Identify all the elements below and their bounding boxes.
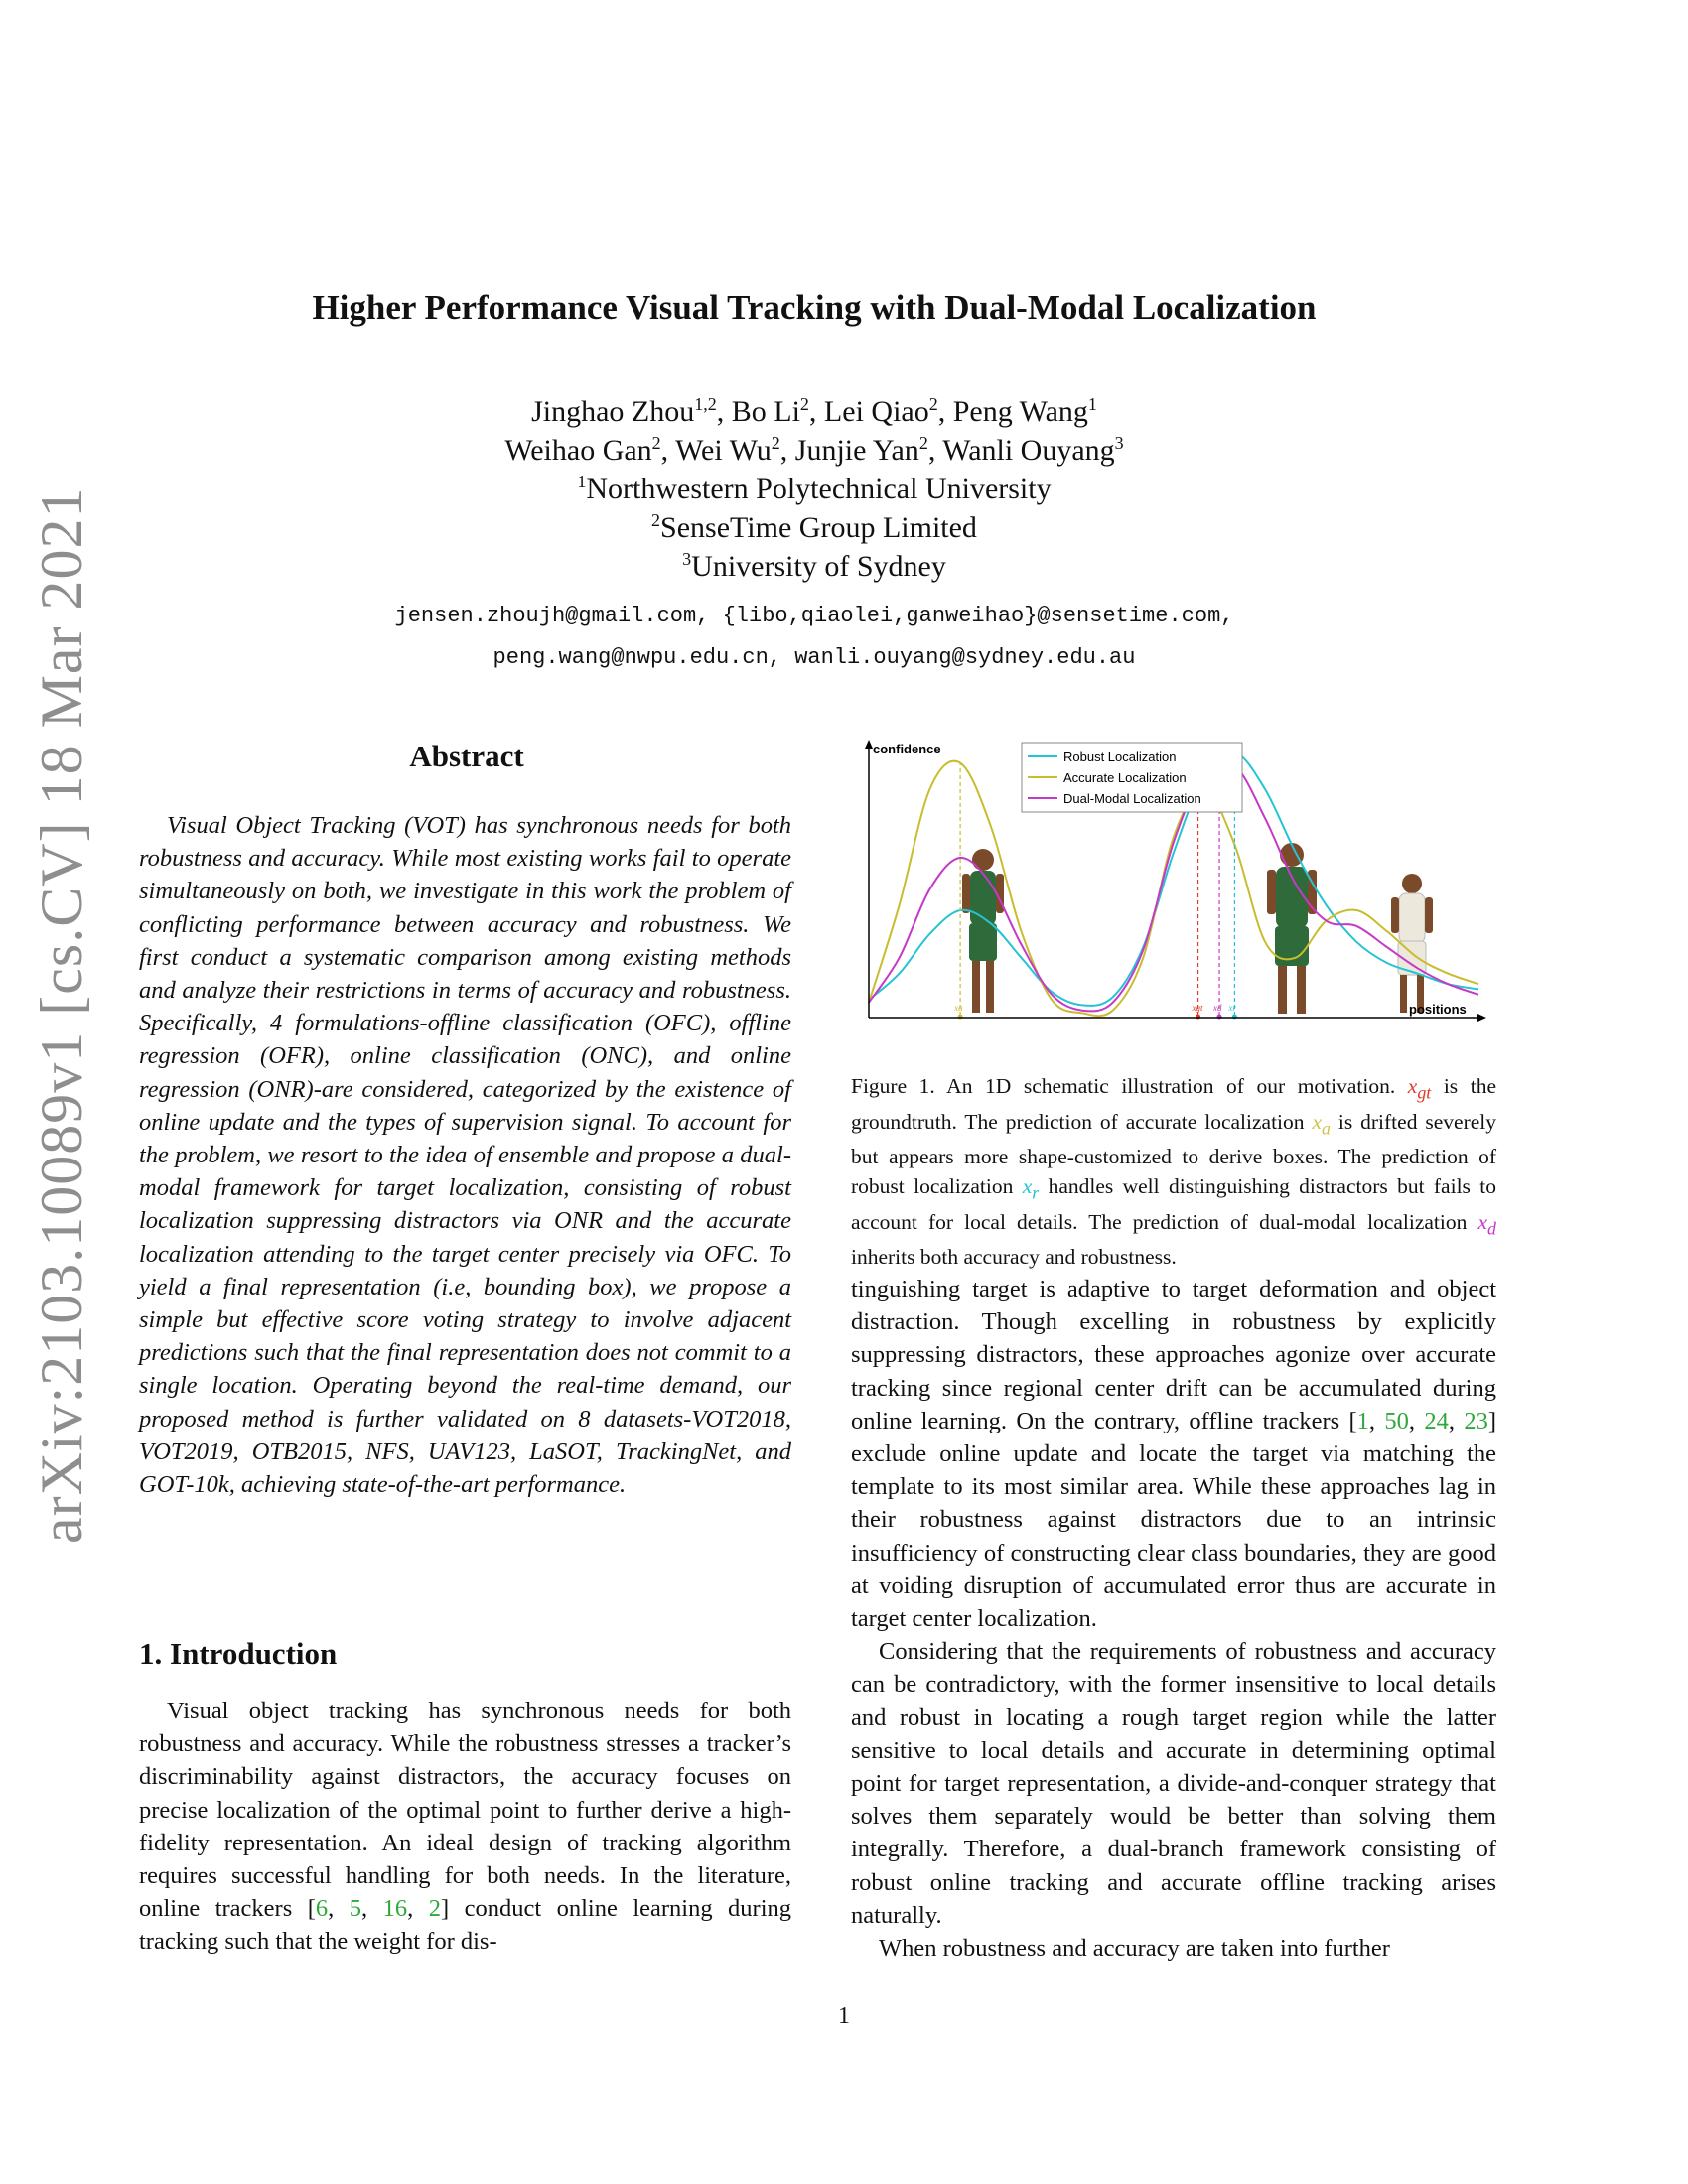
symbol-sub: gt bbox=[1417, 1082, 1432, 1103]
x-axis-label: positions bbox=[1409, 1002, 1467, 1017]
figure-1 bbox=[851, 735, 1496, 1067]
author-name: Jinghao Zhou bbox=[531, 395, 695, 428]
affiliation-name: Northwestern Polytechnical University bbox=[586, 473, 1052, 505]
author-sup: 2 bbox=[918, 433, 928, 453]
player-leg bbox=[1400, 975, 1407, 1013]
affiliation bbox=[169, 508, 1460, 547]
legend-label-dual: Dual-Modal Localization bbox=[1063, 791, 1201, 806]
author-name: Junjie Yan bbox=[794, 434, 919, 467]
figure-caption bbox=[851, 1072, 1496, 1273]
motivation-chart bbox=[851, 735, 1496, 1067]
caption-text: handles well distinguishing distractors but fails to account for local details. The prediction of dual-modal localization bbox=[851, 1173, 1496, 1234]
player-figure bbox=[1267, 843, 1317, 1014]
citation-link[interactable]: 50 bbox=[1384, 1407, 1409, 1434]
player-arm bbox=[1425, 897, 1433, 933]
right-column-text bbox=[851, 1273, 1496, 1965]
affiliation-sup: 1 bbox=[577, 472, 587, 491]
symbol-sub: r bbox=[1032, 1182, 1040, 1203]
caption-text: is the groundtruth. The prediction of accurate localization bbox=[851, 1074, 1496, 1134]
y-axis-arrow bbox=[865, 740, 873, 749]
body-text: ] exclude online update and locate the target via matching the template to its most similar area. While these approaches lag in their robustness against distractors due to an intrinsic insufficiency of constructing clear class boundaries, they are good at voiding disruption of accumulated error thus are accurate in target center localization. bbox=[851, 1407, 1497, 1633]
affiliation-sup: 2 bbox=[651, 510, 661, 530]
abstract-heading: Abstract bbox=[409, 739, 524, 773]
symbol-base: x bbox=[1022, 1173, 1033, 1198]
marker-label-x-a: xa bbox=[954, 1003, 963, 1013]
legend-label-accurate: Accurate Localization bbox=[1063, 770, 1187, 785]
author-sep: , bbox=[808, 395, 824, 428]
author-name: Weihao Gan bbox=[504, 434, 652, 467]
legend-label-robust: Robust Localization bbox=[1063, 750, 1177, 764]
symbol-base: x bbox=[1312, 1109, 1322, 1134]
citation-link[interactable]: 2 bbox=[428, 1895, 441, 1923]
author-line-2 bbox=[169, 431, 1460, 470]
symbol-sub: a bbox=[1322, 1118, 1331, 1138]
y-axis-label: confidence bbox=[873, 742, 941, 756]
marker-label-x-d: xd bbox=[1213, 1003, 1222, 1013]
author-sup: 1 bbox=[1087, 394, 1097, 414]
author-sup: 2 bbox=[771, 433, 780, 453]
author-sup: 1,2 bbox=[694, 394, 717, 414]
author-name: Wanli Ouyang bbox=[942, 434, 1115, 467]
symbol-x-r bbox=[1022, 1173, 1040, 1203]
player-leg bbox=[986, 961, 994, 1013]
symbol-base: x bbox=[1407, 1074, 1418, 1098]
affiliation-sup: 3 bbox=[682, 549, 692, 569]
author-sep: , bbox=[716, 395, 732, 428]
intro-text: Visual object tracking has synchronous needs for both robustness and accuracy. While the robustness stresses a tracker’s discriminability against distractors, the accuracy focuses on precise localization of the optimal point to further derive a high-fidelity representation. An ideal design of tracking algorithm requires successful handling for both needs. In the literature, online trackers [ bbox=[139, 1698, 791, 1923]
caption-text: Figure 1. An 1D schematic illustration of our motivation. bbox=[851, 1074, 1408, 1098]
player-arm bbox=[962, 874, 970, 913]
author-block bbox=[169, 392, 1460, 586]
player-arm bbox=[1267, 870, 1276, 914]
marker-label-x-gt: xgt bbox=[1192, 1003, 1203, 1013]
x-axis-arrow bbox=[1477, 1014, 1486, 1022]
symbol-base: x bbox=[1477, 1209, 1488, 1234]
citation-link[interactable]: 16 bbox=[382, 1895, 408, 1923]
introduction-heading: 1. Introduction bbox=[139, 1636, 338, 1671]
marker-label-x-r: xr bbox=[1228, 1003, 1236, 1013]
citation-link[interactable]: 5 bbox=[349, 1895, 361, 1923]
author-sup: 2 bbox=[928, 394, 938, 414]
author-name: Bo Li bbox=[731, 395, 800, 428]
symbol-x-a bbox=[1312, 1109, 1331, 1138]
author-line-1 bbox=[169, 392, 1460, 431]
email-line-1: jensen.zhoujh@gmail.com, {libo,qiaolei,ganweihao}@sensetime.com, bbox=[394, 604, 1234, 628]
author-sep: , bbox=[937, 395, 953, 428]
author-sup: 3 bbox=[1114, 433, 1124, 453]
citation-link[interactable]: 6 bbox=[315, 1895, 329, 1923]
player-head bbox=[1402, 874, 1422, 893]
arxiv-stamp: arXiv:2103.10089v1 [cs.CV] 18 Mar 2021 bbox=[29, 486, 94, 1544]
author-name: Lei Qiao bbox=[823, 395, 929, 428]
affiliation bbox=[169, 470, 1460, 508]
citation-link[interactable]: 23 bbox=[1464, 1407, 1488, 1434]
affiliation bbox=[169, 547, 1460, 586]
paper-title: Higher Performance Visual Tracking with Dual-Modal Localization bbox=[312, 288, 1317, 327]
affiliation-name: SenseTime Group Limited bbox=[660, 511, 977, 544]
author-sep: , bbox=[779, 434, 795, 467]
caption-text: is drifted severely but appears more shape-customized to derive boxes. The prediction of robust localization bbox=[851, 1109, 1497, 1198]
symbol-x-gt bbox=[1407, 1074, 1432, 1103]
player-jersey bbox=[1399, 893, 1425, 943]
affiliation-name: University of Sydney bbox=[691, 550, 946, 583]
chart-legend bbox=[1022, 743, 1242, 812]
player-figure bbox=[1391, 874, 1433, 1013]
email-block bbox=[119, 596, 1509, 679]
caption-text: inherits both accuracy and robustness. bbox=[851, 1245, 1177, 1270]
player-leg bbox=[972, 961, 980, 1013]
author-name: Peng Wang bbox=[952, 395, 1088, 428]
player-leg bbox=[1278, 966, 1287, 1014]
body-paragraph: Considering that the requirements of robustness and accuracy can be contradictory, with the former insensitive to local details and robust in locating a rough target region while the latter sensitive to local details and accurate in determining optimal point for target representation, a divide-and-conquer strategy that solves them separately would be better than solving them integrally. Therefore, a dual-branch framework consisting of robust online tracking and accurate offline tracking arises naturally. bbox=[851, 1638, 1496, 1929]
player-leg bbox=[1297, 966, 1306, 1014]
author-sep: , bbox=[660, 434, 676, 467]
email-line-2: peng.wang@nwpu.edu.cn, wanli.ouyang@sydney.edu.au bbox=[492, 645, 1136, 670]
body-paragraph: tinguishing target is adaptive to target deformation and object distraction. Though excelling in robustness by explicitly suppressing distractors, these approaches agonize over accurate tracking since regional center drift can be accumulated during online learning. On the contrary, offline trackers [1, 50, 24, 23] exclude online update and locate the target via matching the template to its most similar area. While these approaches lag in their robustness against distractors due to an intrinsic insufficiency of constructing clear class boundaries, they are good at voiding disruption of accumulated error thus are accurate in target center localization. bbox=[851, 1276, 1497, 1633]
author-name: Wei Wu bbox=[675, 434, 772, 467]
symbol-sub: d bbox=[1487, 1217, 1496, 1238]
player-arm bbox=[1391, 897, 1399, 933]
citation-link[interactable]: 1 bbox=[1356, 1407, 1369, 1434]
author-sup: 2 bbox=[799, 394, 809, 414]
citation-link[interactable]: 24 bbox=[1424, 1407, 1449, 1434]
player-shorts bbox=[1275, 926, 1309, 966]
author-sep: , bbox=[927, 434, 943, 467]
player-shorts bbox=[969, 923, 997, 961]
symbol-x-d bbox=[1477, 1209, 1497, 1238]
intro-text: ] conduct online learning during tracking such that the weight for dis- bbox=[139, 1895, 792, 1956]
page-number: 1 bbox=[838, 2003, 850, 2029]
body-paragraph: When robustness and accuracy are taken into further bbox=[879, 1935, 1390, 1963]
body-text: tinguishing target is adaptive to target deformation and object distraction. Though excelling in robustness by explicitly suppressing distractors, these approaches agonize over accurate tracking since regional center drift can be accumulated during online learning. On the contrary, offline trackers [ bbox=[851, 1276, 1496, 1434]
author-sup: 2 bbox=[651, 433, 661, 453]
introduction-paragraph: Visual object tracking has synchronous needs for both robustness and accuracy. While the robustness stresses a tracker’s discriminability against distractors, the accuracy focuses on precise localization of the optimal point to further derive a high-fidelity representation. An ideal design of tracking algorithm requires successful handling for both needs. In the literature, online trackers [6, 5, 16, 2] conduct online learning during tracking such that the weight for dis- bbox=[139, 1698, 792, 1956]
abstract-text: Visual Object Tracking (VOT) has synchronous needs for both robustness and accuracy. While most existing works fail to operate simultaneously on both, we investigate in this work the problem of conflicting performance between accuracy and robustness. We first conduct a systematic comparison among existing methods and analyze their restrictions in terms of accuracy and robustness. Specifically, 4 formulations-offline classification (OFC), offline regression (OFR), online classification (ONC), and online regression (ONR)-are considered, categorized by the existence of online update and the types of supervision signal. To account for the problem, we resort to the idea of ensemble and propose a dual-modal framework for target localization, consisting of robust localization suppressing distractors via ONR and the accurate localization attending to the target center precisely via OFC. To yield a final representation (i.e, bounding box), we propose a simple but effective score voting strategy to involve adjacent predictions such that the final representation does not commit to a single location. Operating beyond the real-time demand, our proposed method is further validated on 8 datasets-VOT2018, VOT2019, OTB2015, NFS, UAV123, LaSOT, TrackingNet, and GOT-10k, achieving state-of-the-art performance. bbox=[139, 812, 791, 1499]
player-head bbox=[972, 849, 994, 871]
